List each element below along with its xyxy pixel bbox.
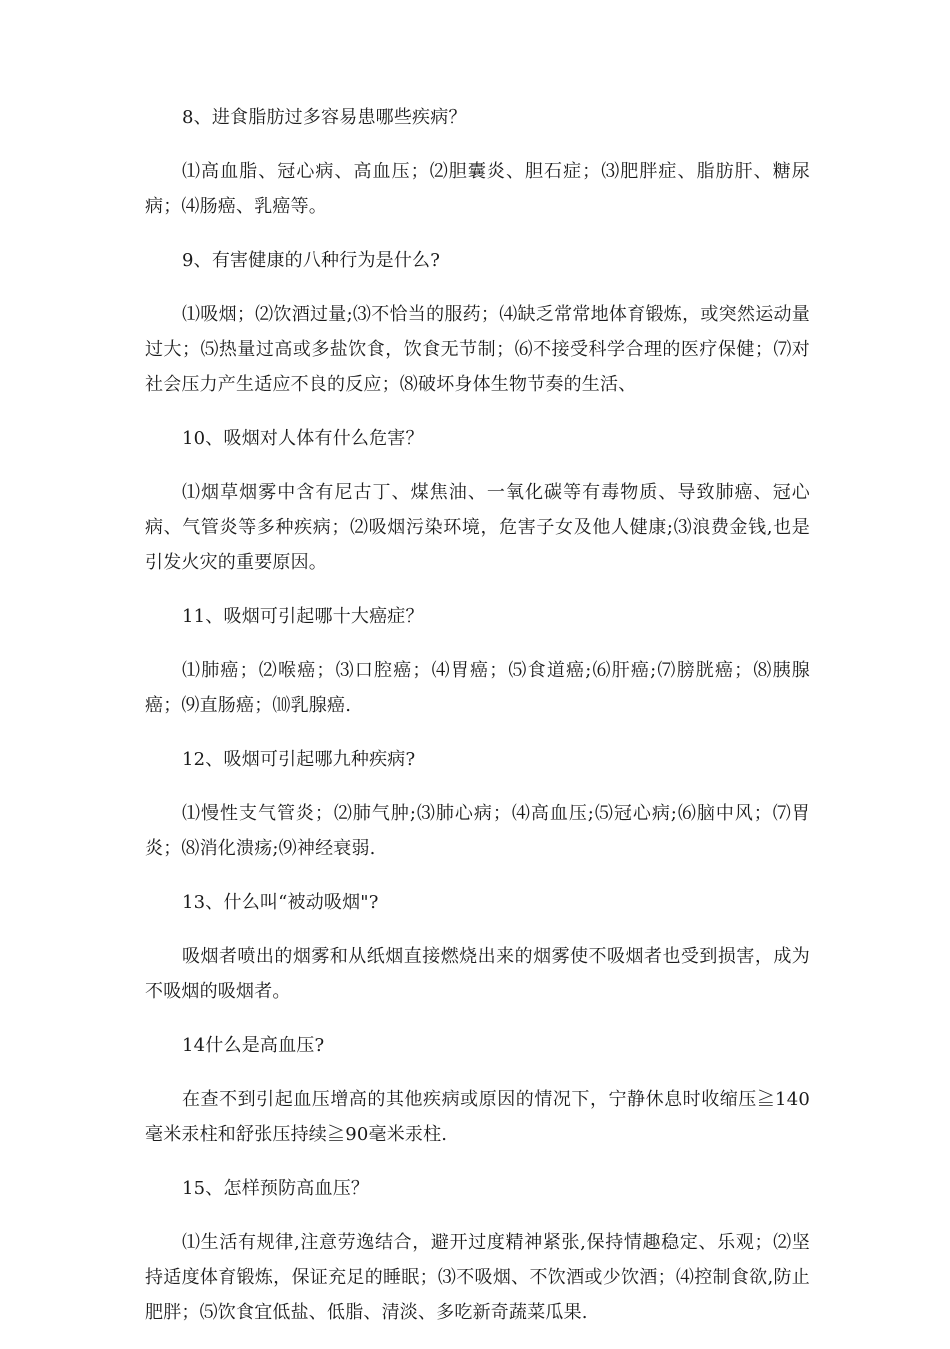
answer-10: ⑴烟草烟雾中含有尼古丁、煤焦油、一氧化碳等有毒物质、导致肺癌、冠心病、气管炎等多种疾病；⑵吸烟污染环境，危害子女及他人健康;⑶浪费金钱,也是引发火灾的重要原因。 <box>145 482 810 573</box>
question-15: 15、怎样预防高血压？ <box>182 1178 370 1199</box>
question-8: 8、进食脂肪过多容易患哪些疾病？ <box>182 107 467 128</box>
answer-15: ⑴生活有规律,注意劳逸结合，避开过度精神紧张,保持情趣稳定、乐观；⑵坚持适度体育锻炼，保证充足的睡眠；⑶不吸烟、不饮酒或少饮酒；⑷控制食欲,防止肥胖；⑸饮食宜低盐、低脂、清淡、多吃新奇蔬菜瓜果. <box>145 1232 810 1323</box>
answer-13: 吸烟者喷出的烟雾和从纸烟直接燃烧出来的烟雾使不吸烟者也受到损害，成为不吸烟的吸烟者。 <box>145 946 810 1002</box>
document-body <box>145 100 810 1349</box>
answer-8: ⑴高血脂、冠心病、高血压；⑵胆囊炎、胆石症；⑶肥胖症、脂肪肝、糖尿病；⑷肠癌、乳癌等。 <box>145 161 810 217</box>
question-9: 9、有害健康的八种行为是什么? <box>182 250 441 271</box>
answer-11: ⑴肺癌；⑵喉癌；⑶口腔癌；⑷胃癌；⑸食道癌;⑹肝癌;⑺膀胱癌；⑻胰腺癌；⑼直肠癌；⑽乳腺癌. <box>145 660 810 716</box>
answer-12: ⑴慢性支气管炎；⑵肺气肿;⑶肺心病；⑷高血压;⑸冠心病;⑹脑中风；⑺胃炎；⑻消化溃疡;⑼神经衰弱. <box>145 803 810 859</box>
question-14: 14什么是高血压? <box>182 1035 325 1056</box>
question-10: 10、吸烟对人体有什么危害？ <box>182 428 424 449</box>
answer-9: ⑴吸烟；⑵饮酒过量;⑶不恰当的服药；⑷缺乏常常地体育锻炼，或突然运动量过大；⑸热量过高或多盐饮食，饮食无节制；⑹不接受科学合理的医疗保健；⑺对社会压力产生适应不良的反应；⑻破坏身体生物节奏的生活、 <box>145 304 810 395</box>
question-13: 13、什么叫“被动吸烟"? <box>182 892 379 913</box>
question-11: 11、吸烟可引起哪十大癌症？ <box>182 606 424 627</box>
question-12: 12、吸烟可引起哪九种疾病? <box>182 749 416 770</box>
answer-14: 在查不到引起血压增高的其他疾病或原因的情况下，宁静休息时收缩压≧140毫米汞柱和舒张压持续≧90毫米汞柱. <box>145 1089 810 1145</box>
